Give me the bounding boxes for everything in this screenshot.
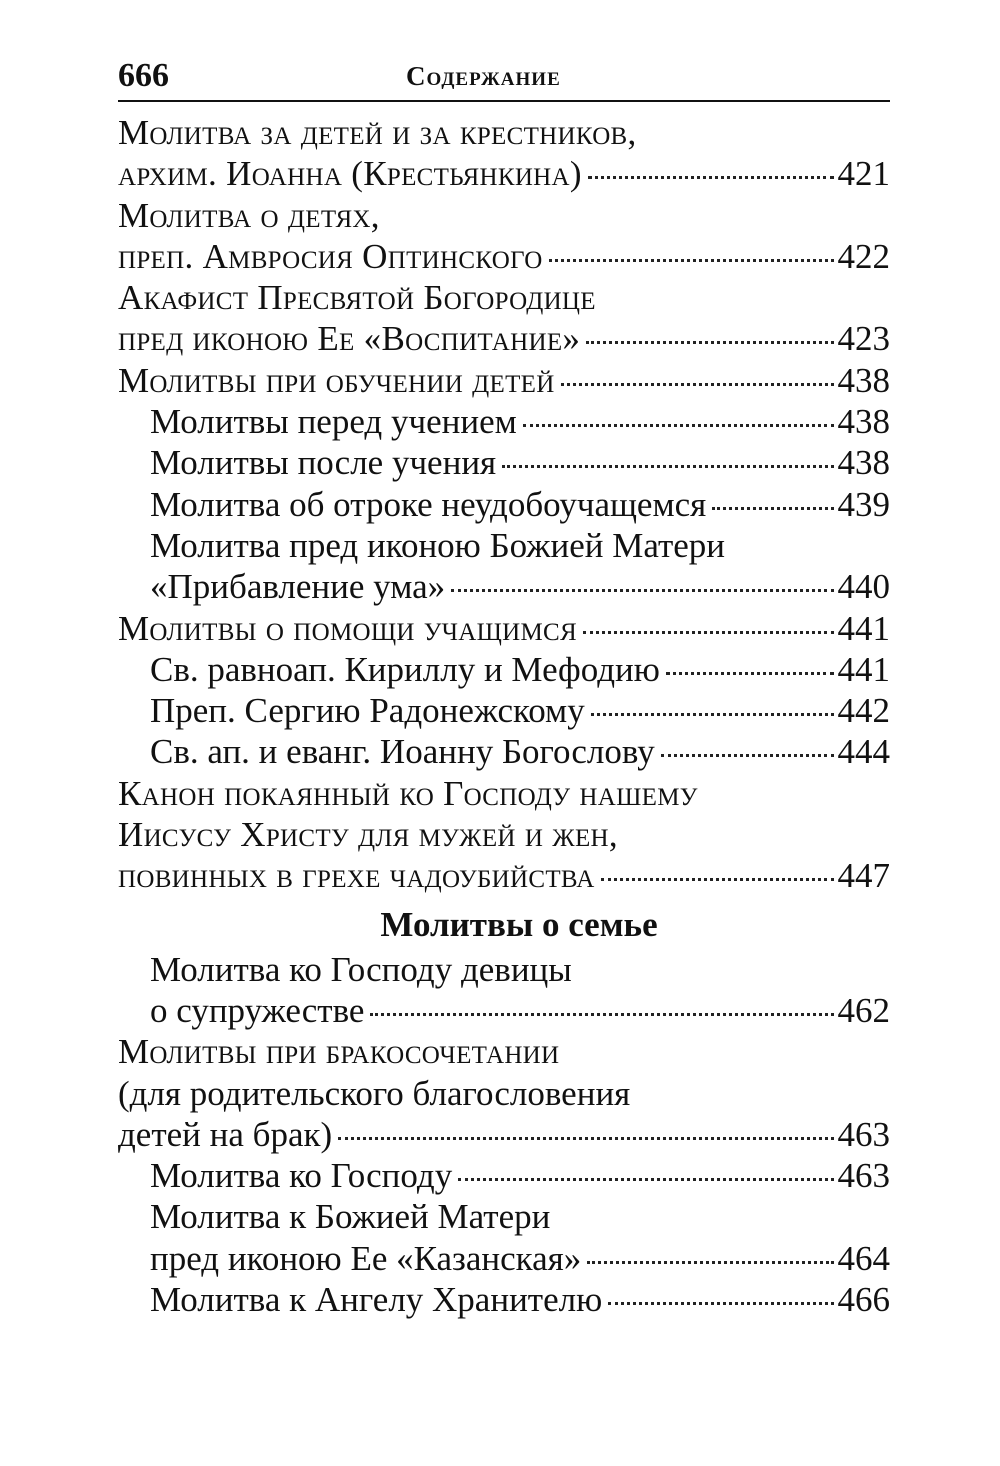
toc-line	[118, 690, 890, 731]
dot-leader	[338, 1137, 833, 1140]
toc-page-number: 440	[837, 567, 890, 607]
dot-leader	[370, 1013, 833, 1016]
toc-page-number: 422	[837, 236, 890, 276]
toc-line	[118, 195, 890, 236]
dot-leader	[451, 589, 833, 592]
toc-entry-title: Молитвы перед учением	[150, 402, 517, 442]
toc-page-number: 423	[837, 319, 890, 359]
dot-leader	[549, 259, 834, 262]
toc-page-number: 421	[837, 154, 890, 194]
toc-entry	[118, 949, 890, 1032]
toc-entry-title: Молитва ко Господу девицы	[150, 949, 572, 989]
dot-leader	[712, 507, 833, 510]
toc-line	[118, 814, 890, 855]
toc-entry-title: Молитва за детей и за крестников,	[118, 113, 637, 152]
toc-page-number: 466	[837, 1280, 890, 1320]
toc-entry-title: детей на брак)	[118, 1114, 333, 1154]
toc-entry	[118, 1279, 890, 1320]
toc-entry-title: Молитва к Божией Матери	[150, 1197, 551, 1237]
running-head-title: Содержание	[406, 61, 561, 91]
toc-page-number: 441	[837, 608, 890, 648]
dot-leader	[583, 631, 833, 634]
toc-entry-title: Канон покаянный ко Господу нашему	[118, 773, 698, 813]
toc-section-entries	[118, 949, 890, 1321]
toc-entry-title: о супружестве	[150, 990, 365, 1030]
toc-line	[118, 442, 890, 483]
toc-page-number: 442	[837, 691, 890, 731]
dot-leader	[523, 424, 834, 427]
toc-page-number: 438	[837, 443, 890, 483]
toc-entry	[118, 442, 890, 483]
toc-entry	[118, 1155, 890, 1196]
toc-entry-title: Молитвы при обучении детей	[118, 360, 555, 400]
toc-entry-title: архим. Иоанна (Крестьянкина)	[118, 154, 582, 194]
toc-line	[118, 1073, 890, 1114]
toc-entry	[118, 195, 890, 278]
toc-line	[118, 318, 890, 359]
toc-entry	[118, 608, 890, 649]
toc-line	[118, 1031, 890, 1072]
page-number: 666	[118, 57, 169, 94]
toc-entry-title: Акафист Пресвятой Богородице	[118, 278, 596, 318]
toc-entry-title: Молитвы после учения	[150, 443, 497, 483]
toc-entry-title: Молитвы о помощи учащимся	[118, 608, 578, 648]
dot-leader	[608, 1302, 833, 1305]
toc-page-number: 463	[837, 1156, 890, 1196]
toc-entry-title: (для родительского благословения	[118, 1073, 631, 1113]
toc-entry	[118, 525, 890, 608]
toc-line	[118, 525, 890, 566]
toc-line	[118, 949, 890, 990]
toc-entry	[118, 1031, 890, 1155]
dot-leader	[601, 878, 834, 881]
toc-line	[118, 484, 890, 525]
toc-page-number: 439	[837, 484, 890, 524]
toc-entry-title: Преп. Сергию Радонежскому	[150, 691, 585, 731]
dot-leader	[587, 1261, 833, 1264]
toc-entry	[118, 112, 890, 195]
dot-leader	[561, 383, 834, 386]
dot-leader	[588, 176, 834, 179]
toc-entry	[118, 484, 890, 525]
toc-page-number: 444	[837, 732, 890, 772]
toc-entry	[118, 773, 890, 897]
toc-line	[118, 112, 890, 153]
toc-page-number: 441	[837, 649, 890, 689]
toc-line	[118, 608, 890, 649]
toc-page-number: 438	[837, 402, 890, 442]
dot-leader	[502, 465, 833, 468]
page	[118, 48, 890, 1320]
toc-entry-title: Молитва о детях,	[118, 195, 380, 235]
toc-entry	[118, 690, 890, 731]
toc-entry	[118, 1196, 890, 1279]
dot-leader	[458, 1178, 833, 1181]
toc-line	[118, 236, 890, 277]
toc-line	[118, 773, 890, 814]
toc-entry-title: Молитва об отроке неудобоучащемся	[150, 484, 707, 524]
toc-page-number: 464	[837, 1238, 890, 1278]
toc-line	[118, 1238, 890, 1279]
toc-line	[118, 1155, 890, 1196]
toc-line	[118, 360, 890, 401]
toc-line	[118, 401, 890, 442]
toc-entry	[118, 401, 890, 442]
toc-line	[118, 649, 890, 690]
toc-page-number: 438	[837, 360, 890, 400]
dot-leader	[661, 754, 834, 757]
toc-entry-title: Молитва пред иконою Божией Матери	[150, 525, 726, 565]
toc-entry	[118, 360, 890, 401]
toc-line	[118, 1279, 890, 1320]
table-of-contents	[118, 112, 890, 1320]
toc-line	[118, 855, 890, 896]
toc-entry	[118, 649, 890, 690]
toc-entry-title: Молитва ко Господу	[150, 1156, 453, 1196]
toc-page-number: 447	[837, 856, 890, 896]
toc-line	[118, 153, 890, 194]
dot-leader	[586, 341, 833, 344]
section-heading: Молитвы о семье	[380, 904, 658, 944]
toc-main-entries	[118, 112, 890, 897]
dot-leader	[591, 713, 834, 716]
toc-line	[118, 1114, 890, 1155]
toc-page-number: 462	[837, 990, 890, 1030]
toc-line	[118, 566, 890, 607]
toc-line	[118, 277, 890, 318]
toc-entry	[118, 277, 890, 360]
toc-entry-title: Молитвы при бракосочетании	[118, 1032, 560, 1072]
dot-leader	[666, 672, 834, 675]
toc-entry-title: Молитва к Ангелу Хранителю	[150, 1280, 603, 1320]
toc-entry-title: пред иконою Ее «Воспитание»	[118, 319, 581, 359]
toc-entry-title: Иисусу Христу для мужей и жен,	[118, 815, 618, 855]
toc-line	[118, 731, 890, 772]
toc-entry	[118, 731, 890, 772]
toc-entry-title: повинных в грехе чадоубийства	[118, 856, 595, 896]
running-head	[118, 48, 890, 102]
toc-line	[118, 990, 890, 1031]
toc-entry-title: преп. Амвросия Оптинского	[118, 236, 543, 276]
toc-entry-title: пред иконою Ее «Казанская»	[150, 1238, 582, 1278]
toc-line	[118, 1196, 890, 1237]
toc-entry-title: «Прибавление ума»	[150, 567, 446, 607]
toc-entry-title: Св. равноап. Кириллу и Мефодию	[150, 649, 660, 689]
toc-entry-title: Св. ап. и еванг. Иоанну Богослову	[150, 732, 655, 772]
toc-page-number: 463	[837, 1114, 890, 1154]
